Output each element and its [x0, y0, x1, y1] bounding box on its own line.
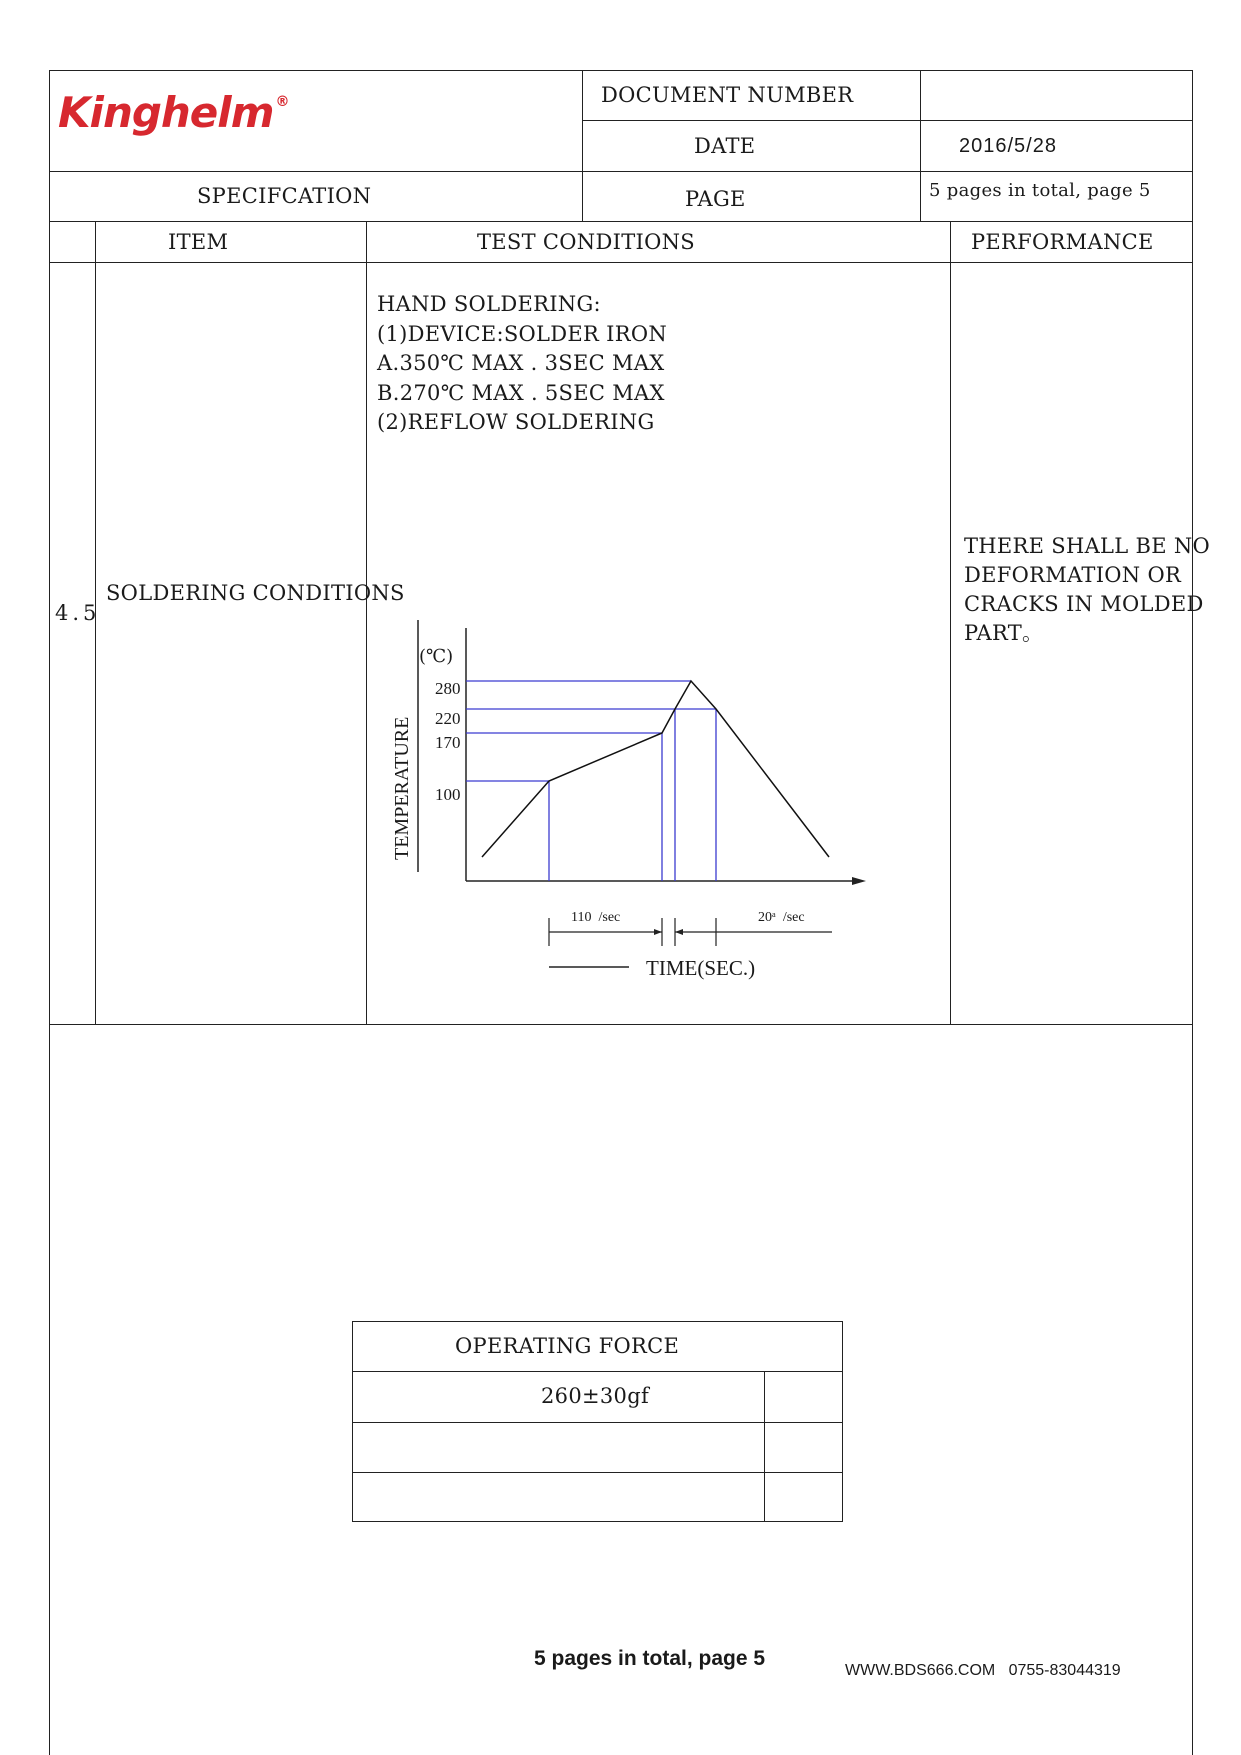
performance-line: THERE SHALL BE NO — [964, 534, 1211, 558]
row-number: 4.5 — [55, 601, 101, 625]
column-header-test-conditions: TEST CONDITIONS — [477, 230, 695, 254]
header-divider-2 — [49, 171, 1193, 172]
page-label: PAGE — [685, 187, 746, 211]
operating-force-row-line — [352, 1422, 843, 1423]
y-tick-label: 100 — [435, 785, 461, 804]
date-value: 2016/5/28 — [959, 135, 1057, 157]
y-axis-title: TEMPERATURE — [391, 716, 413, 860]
y-tick-label: 170 — [435, 733, 461, 752]
frame-top-border — [49, 70, 1193, 71]
header-divider-3 — [49, 221, 1193, 222]
x-axis-arrow — [852, 877, 866, 885]
y-tick-label: 280 — [435, 679, 461, 698]
temperature-profile-line — [482, 681, 829, 857]
specification-label: SPECIFCATION — [197, 184, 372, 208]
y-tick-label: 220 — [435, 709, 461, 728]
condition-line: (2)REFLOW SOLDERING — [377, 410, 655, 434]
column-header-performance: PERFORMANCE — [971, 230, 1154, 254]
cooling-rate-label: 20ᵃ /sec — [758, 910, 805, 925]
performance-text — [964, 532, 1210, 648]
x-axis-title: TIME(SEC.) — [646, 956, 756, 980]
footer-contact: WWW.BDS666.COM 0755-83044319 — [845, 1662, 1121, 1679]
test-conditions-text — [377, 290, 667, 438]
condition-line: HAND SOLDERING: — [377, 292, 601, 316]
header-divider-1 — [582, 120, 1193, 121]
operating-force-value: 260±30gf — [541, 1384, 650, 1408]
performance-line: DEFORMATION OR — [964, 563, 1182, 587]
column-header-divider — [49, 262, 1193, 263]
preheat-rate-label: 110 /sec — [571, 910, 621, 925]
document-number-label: DOCUMENT NUMBER — [601, 83, 854, 107]
operating-force-row-line — [352, 1371, 843, 1372]
reflow-profile-chart — [370, 610, 870, 990]
header-col-divider-1 — [582, 70, 583, 222]
page-value: 5 pages in total, page 5 — [929, 180, 1151, 201]
column-header-item: ITEM — [168, 230, 229, 254]
table-bottom-border — [49, 1024, 1193, 1025]
operating-force-row-line — [352, 1472, 843, 1473]
kinghelm-logo: Kinghelm ® — [58, 88, 289, 137]
operating-force-title: OPERATING FORCE — [455, 1334, 680, 1358]
row-item: SOLDERING CONDITIONS — [106, 581, 405, 605]
table-col-divider-item — [366, 221, 367, 1025]
table-col-divider-perf — [950, 221, 951, 1025]
operating-force-col-line — [764, 1371, 765, 1522]
condition-line: B.270℃ MAX . 5SEC MAX — [377, 380, 665, 405]
footer-page-text: 5 pages in total, page 5 — [534, 1647, 766, 1670]
unit-label: (℃) — [419, 646, 454, 667]
condition-line: (1)DEVICE:SOLDER IRON — [377, 321, 668, 346]
performance-line: PART。 — [964, 621, 1044, 645]
frame-left-border — [49, 70, 50, 1755]
frame-right-border — [1192, 70, 1193, 1755]
guide-lines — [466, 681, 716, 881]
preheat-arrow — [654, 929, 662, 935]
performance-line: CRACKS IN MOLDED — [964, 592, 1204, 616]
header-col-divider-2 — [920, 70, 921, 222]
condition-line: A.350℃ MAX . 3SEC MAX — [377, 351, 665, 375]
date-label: DATE — [694, 134, 756, 158]
